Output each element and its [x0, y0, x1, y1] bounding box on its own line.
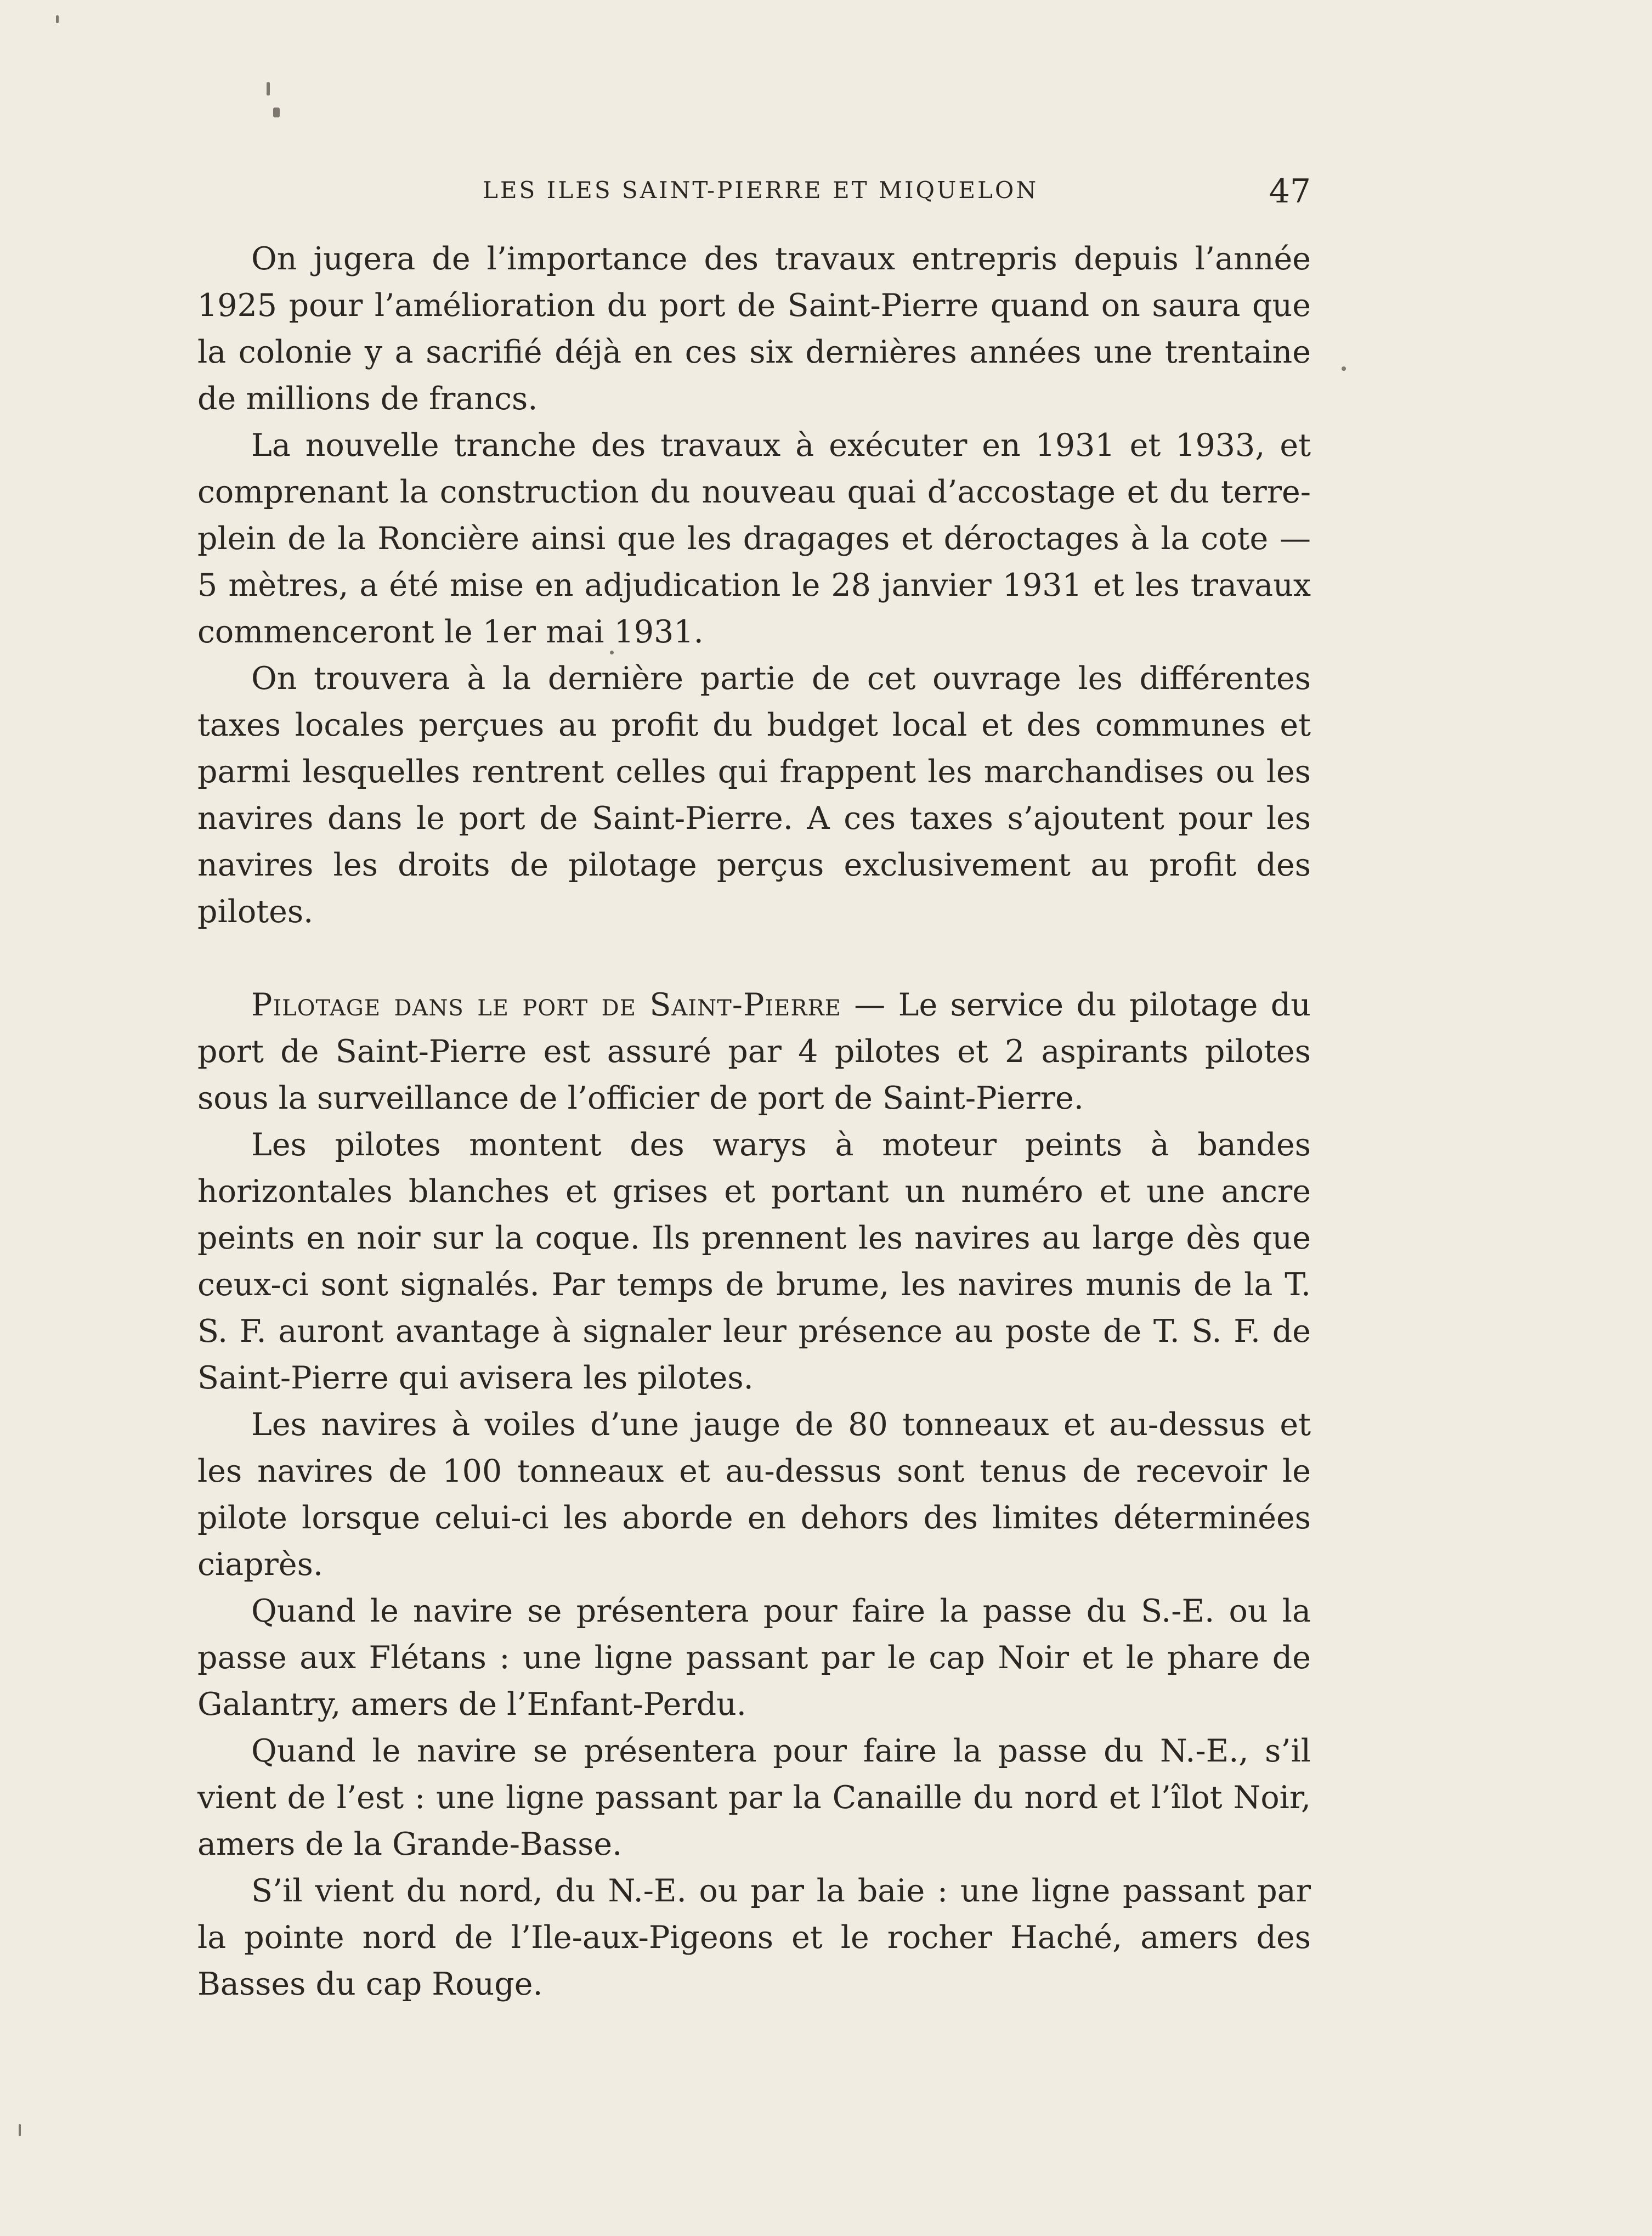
body-text [197, 236, 1311, 2008]
paragraph: S’il vient du nord, du N.-E. ou par la baie : une ligne passant par la pointe nord de l’Ile-aux-Pigeons et le rocher Haché, amers des Basses du cap Rouge. [197, 1873, 1311, 2002]
speck-mark [273, 108, 280, 117]
page-number: 47 [1269, 172, 1311, 211]
speck-mark [19, 2124, 21, 2136]
paragraph: La nouvelle tranche des travaux à exécuter en 1931 et 1933, et comprenant la construction du nouveau quai d’accostage et du terre-plein de la Roncière ainsi que les dragages et déroctages à la cote — 5 mètres, a été mise en adjudication le 28 janvier 1931 et les travaux commenceront le 1er mai 1931. [197, 427, 1311, 650]
speck-mark [56, 15, 59, 23]
paragraph: Quand le navire se présentera pour faire la passe du S.-E. ou la passe aux Flétans : une ligne passant par le cap Noir et le phare de Galantry, amers de l’Enfant-Perdu. [197, 1593, 1311, 1723]
speck-mark [1342, 366, 1346, 371]
paragraph: Les pilotes montent des warys à moteur peints à bandes horizontales blanches et grises et portant un numéro et une ancre peints en noir sur la coque. Ils prennent les navires au large dès que ceux-ci sont signalés. Par temps de brume, les navires munis de la T. S. F. auront avantage à signaler leur présence au poste de T. S. F. de Saint-Pierre qui avisera les pilotes. [197, 1127, 1311, 1396]
speck-mark [267, 82, 270, 95]
section-lead-text: — Le service du pilotage du port de Saint-Pierre est assuré par 4 pilotes et 2 aspirants pilotes sous la surveillance de l’officier de port de Saint-Pierre. [197, 987, 1311, 1116]
paragraph: Les navires à voiles d’une jauge de 80 tonneaux et au-dessus et les navires de 100 tonneaux et au-dessus sont tenus de recevoir le pilote lorsque celui-ci les aborde en dehors des limites déterminées ciaprès. [197, 1407, 1311, 1583]
paragraph: Quand le navire se présentera pour faire la passe du N.-E., s’il vient de l’est : une ligne passant par la Canaille du nord et l’îlot Noir, amers de la Grande-Basse. [197, 1733, 1311, 1862]
running-title: LES ILES SAINT-PIERRE ET MIQUELON [483, 177, 1039, 204]
pilotage-section-lead [197, 982, 1311, 1122]
paragraph: On jugera de l’importance des travaux entrepris depuis l’année 1925 pour l’amélioration du port de Saint-Pierre quand on saura que la colonie y a sacrifié déjà en ces six dernières années une trentaine de millions de francs. [197, 241, 1311, 417]
running-head [197, 172, 1311, 211]
paragraph: On trouvera à la dernière partie de cet ouvrage les différentes taxes locales perçues au profit du budget local et des communes et parmi lesquelles rentrent celles qui frappent les marchandises ou les navires dans le port de Saint-Pierre. A ces taxes s’ajoutent pour les navires les droits de pilotage perçus exclusivement au profit des pilotes. [197, 660, 1311, 930]
section-heading: Pilotage dans le port de Saint-Pierre [251, 987, 841, 1023]
